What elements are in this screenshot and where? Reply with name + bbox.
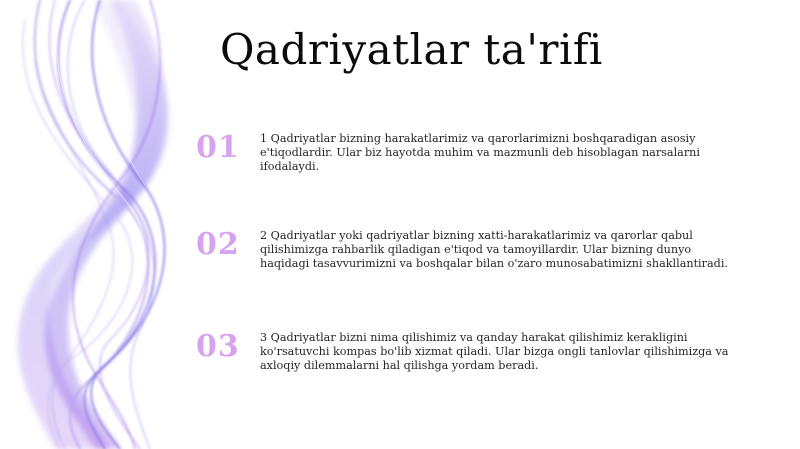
item-text: 1 Qadriyatlar bizning harakatlarimiz va qarorlarimizni boshqaradigan asosiy e'tiqodlardir. Ular biz hayotda muhim va mazmunli deb hisoblagan narsalarni ifodalaydi. [260,132,700,173]
item-text: 2 Qadriyatlar yoki qadriyatlar bizning xatti-harakatlarimiz va qarorlar qabul qilishimizga rahbarlik qiladigan e'tiqod va tamoyillardir. Ular bizning dunyo haqidagi tasavvurimizni va boshqalar bilan o'zaro munosabatimizni shakllantiradi. [260,229,728,270]
slide-title: Qadriyatlar ta'rifi [220,25,603,74]
smoke-ribbon-decoration [0,0,200,449]
item-number: 02 [196,227,240,262]
item-text: 3 Qadriyatlar bizni nima qilishimiz va qanday harakat qilishimiz kerakligini ko'rsatuvchi kompas bo'lib xizmat qiladi. Ular bizga ongli tanlovlar qilishimizga va axloqiy dilemmalarni hal qilishga yordam beradi. [260,331,729,372]
item-number: 03 [196,329,240,364]
item-number: 01 [196,130,240,165]
